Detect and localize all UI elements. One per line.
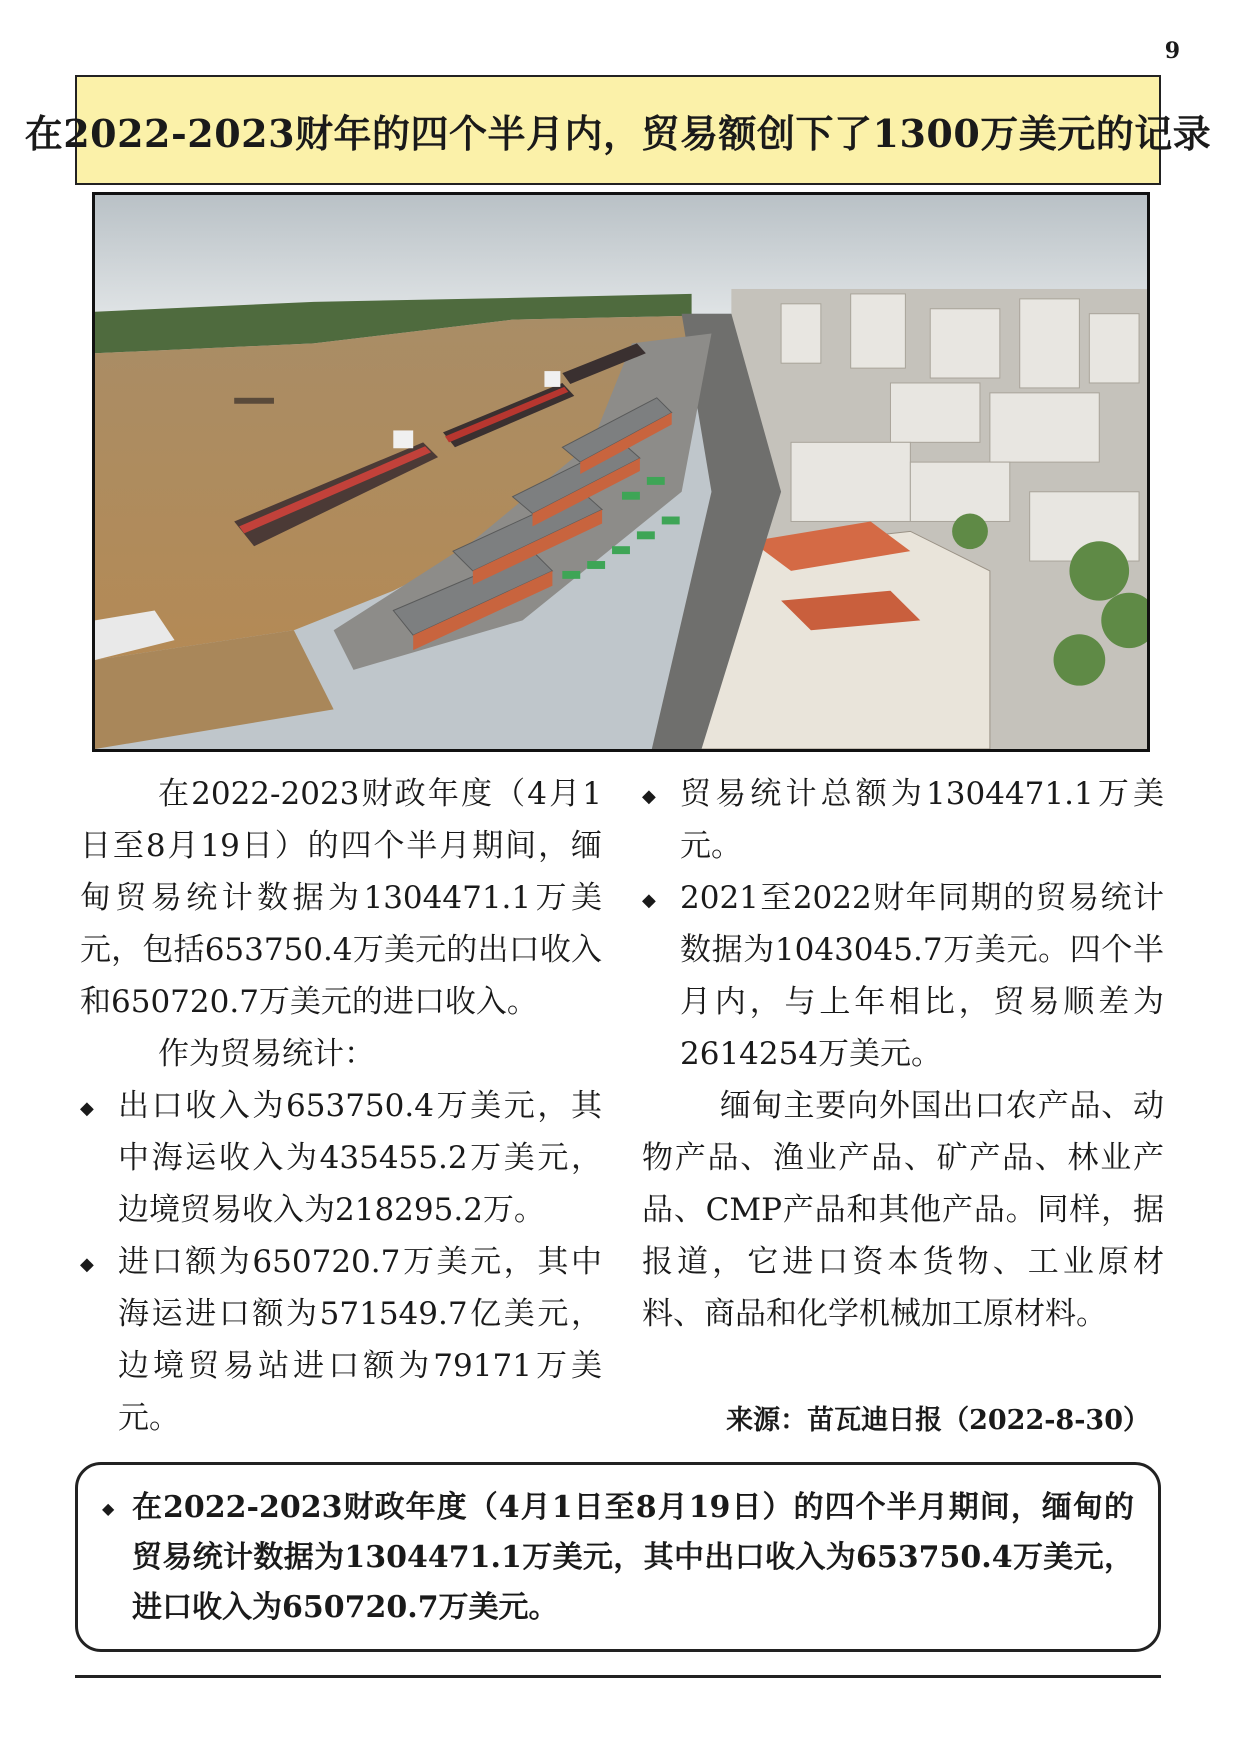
diamond-bullet-icon: ◆ <box>642 890 656 911</box>
city-building <box>990 393 1099 462</box>
city-building <box>1089 314 1139 383</box>
summary-text: 在2022-2023财政年度（4月1日至8月19日）的四个半月期间，缅甸的贸易统计数据为1304471.1万美元，其中出口收入为653750.4万美元，进口收入为650720.7万美元。 <box>132 1490 1134 1625</box>
left-bullet-list <box>80 1080 602 1444</box>
city-building <box>930 309 1000 378</box>
small-boat <box>234 398 274 404</box>
port-aerial-photo <box>92 192 1150 752</box>
summary-box <box>75 1462 1161 1652</box>
container <box>637 531 655 539</box>
right-column <box>642 768 1164 1340</box>
city-building <box>910 462 1009 521</box>
trade-total-text: 贸易统计总额为1304471.1万美元。 <box>680 776 1164 864</box>
summary-item <box>102 1483 1134 1633</box>
container <box>622 492 640 500</box>
list-item <box>80 1080 602 1236</box>
right-bullet-list <box>642 768 1164 1080</box>
diamond-bullet-icon: ◆ <box>80 1254 94 1275</box>
city-building <box>890 383 979 442</box>
city-building <box>781 304 821 363</box>
prior-year-comparison-text: 2021至2022财年同期的贸易统计数据为1043045.7万美元。四个半月内，与上年相比，贸易顺差为2614254万美元。 <box>680 880 1164 1072</box>
diamond-bullet-icon: ◆ <box>642 786 656 807</box>
intro-paragraph: 在2022-2023财政年度（4月1日至8月19日）的四个半月期间，缅甸贸易统计数据为1304471.1万美元，包括653750.4万美元的出口收入和650720.7万美元的进口收入。 <box>80 776 602 1020</box>
list-item <box>642 768 1164 872</box>
tree <box>1054 634 1106 685</box>
left-column <box>80 768 602 1444</box>
stats-heading: 作为贸易统计： <box>158 1036 375 1072</box>
diamond-bullet-icon: ◆ <box>80 1098 94 1119</box>
port-photo-illustration <box>95 195 1147 749</box>
source-citation: 来源：苗瓦迪日报（2022-8-30） <box>726 1405 1150 1436</box>
colonial-building <box>791 442 910 521</box>
container <box>662 517 680 525</box>
list-item <box>80 1236 602 1444</box>
import-value-text: 进口额为650720.7万美元，其中海运进口额为571549.7亿美元，边境贸易站进口额为79171万美元。 <box>118 1244 602 1436</box>
tree <box>952 514 988 550</box>
diamond-bullet-icon: ◆ <box>102 1499 115 1518</box>
export-income-text: 出口收入为653750.4万美元，其中海运收入为435455.2万美元，边境贸易收入为218295.2万。 <box>118 1088 602 1228</box>
container <box>647 477 665 485</box>
list-item <box>642 872 1164 1080</box>
headline: 在2022-2023财年的四个半月内，贸易额创下了1300万美元的记录 <box>24 110 1212 156</box>
container <box>562 571 580 579</box>
city-building <box>851 294 906 368</box>
products-paragraph: 缅甸主要向外国出口农产品、动物产品、渔业产品、矿产品、林业产品、CMP产品和其他产品。同样，据报道，它进口资本货物、工业原材料、商品和化学机械加工原材料。 <box>642 1088 1164 1332</box>
container <box>612 546 630 554</box>
container <box>587 561 605 569</box>
tree <box>1069 541 1129 600</box>
bottom-divider <box>75 1675 1161 1678</box>
city-building <box>1020 299 1080 388</box>
headline-box <box>24 75 1212 185</box>
page-number: 9 <box>1164 38 1180 64</box>
